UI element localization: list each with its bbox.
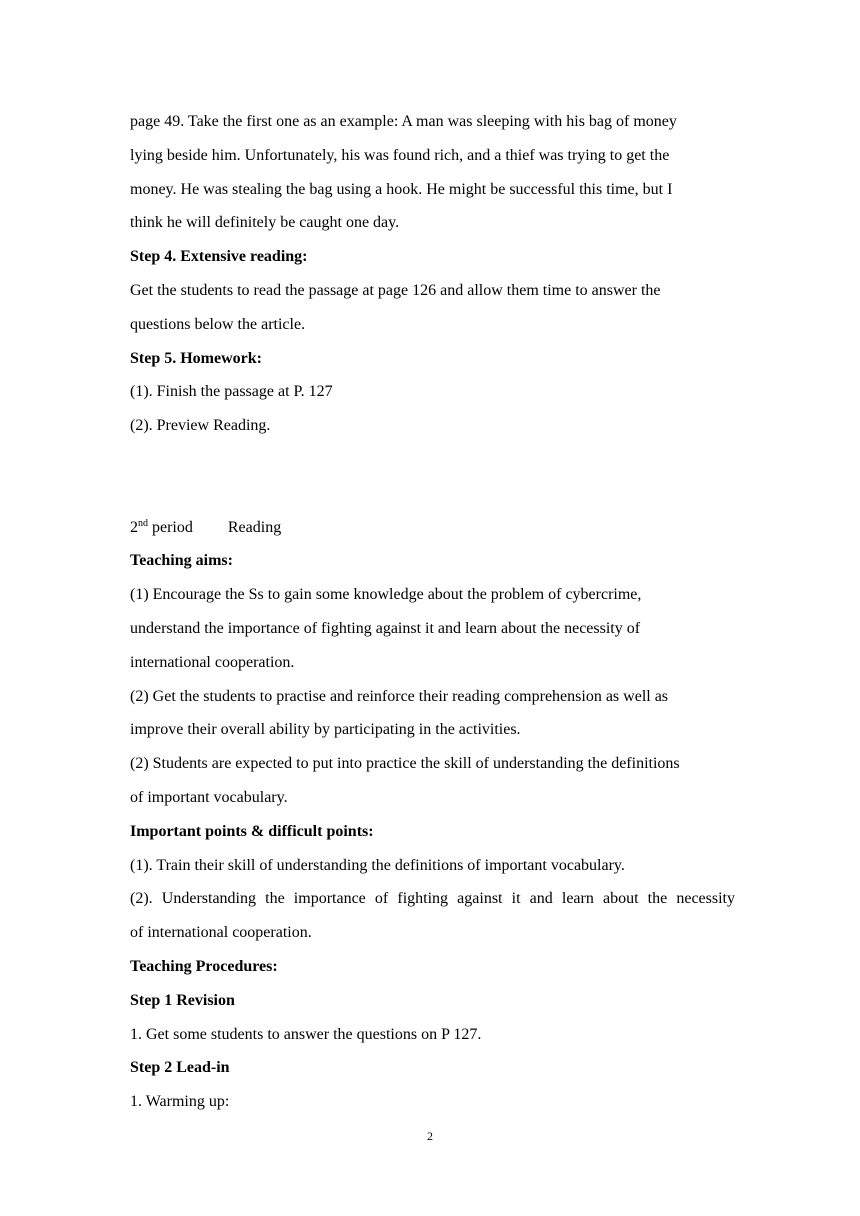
paragraph-line: (1). Train their skill of understanding the definitions of important vocabulary. <box>130 856 625 874</box>
step2-heading: Step 2 Lead-in <box>130 1059 230 1077</box>
paragraph-line: (2). Understanding the importance of fighting against it and learn about the necessity <box>130 890 735 908</box>
paragraph-line: Get the students to read the passage at page 126 and allow them time to answer the <box>130 281 661 299</box>
paragraph-line: (2) Students are expected to put into practice the skill of understanding the definitions <box>130 755 680 773</box>
paragraph-line: of international cooperation. <box>130 924 312 942</box>
paragraph-line: page 49. Take the first one as an example: A man was sleeping with his bag of money <box>130 113 677 130</box>
paragraph-line: of important vocabulary. <box>130 788 288 806</box>
period-word: period <box>152 518 193 536</box>
homework-item: (1). Finish the passage at P. 127 <box>130 383 333 401</box>
period-title: Reading <box>227 518 282 536</box>
paragraph-line: improve their overall ability by participating in the activities. <box>130 721 521 739</box>
step5-heading: Step 5. Homework: <box>130 349 262 367</box>
homework-item: (2). Preview Reading. <box>130 417 271 435</box>
paragraph-line: (2) Get the students to practise and reinforce their reading comprehension as well as <box>130 687 669 705</box>
paragraph-line: 1. Warming up: <box>130 1093 230 1111</box>
document-body <box>130 105 735 1119</box>
section-spacer <box>130 443 735 511</box>
aims-heading: Teaching aims: <box>130 552 233 570</box>
paragraph-line: (1) Encourage the Ss to gain some knowledge about the problem of cybercrime, <box>130 586 642 604</box>
period-ordinal-suffix: nd <box>138 517 148 529</box>
points-heading: Important points & difficult points: <box>130 822 374 840</box>
paragraph-line: money. He was stealing the bag using a hook. He might be successful this time, but I <box>130 180 673 198</box>
paragraph-line: questions below the article. <box>130 315 306 333</box>
period-number: 2 <box>130 518 138 536</box>
paragraph-line: international cooperation. <box>130 653 295 671</box>
procedures-heading: Teaching Procedures: <box>130 957 278 975</box>
paragraph-line: understand the importance of fighting against it and learn about the necessity of <box>130 619 641 637</box>
page-number: 2 <box>427 1129 433 1143</box>
paragraph-line: think he will definitely be caught one day. <box>130 214 400 232</box>
paragraph-line: lying beside him. Unfortunately, his was found rich, and a thief was trying to get the <box>130 146 670 164</box>
paragraph-line: 1. Get some students to answer the questions on P 127. <box>130 1025 482 1043</box>
period-heading <box>130 511 735 545</box>
step1-heading: Step 1 Revision <box>130 991 235 1009</box>
step4-heading: Step 4. Extensive reading: <box>130 248 308 266</box>
